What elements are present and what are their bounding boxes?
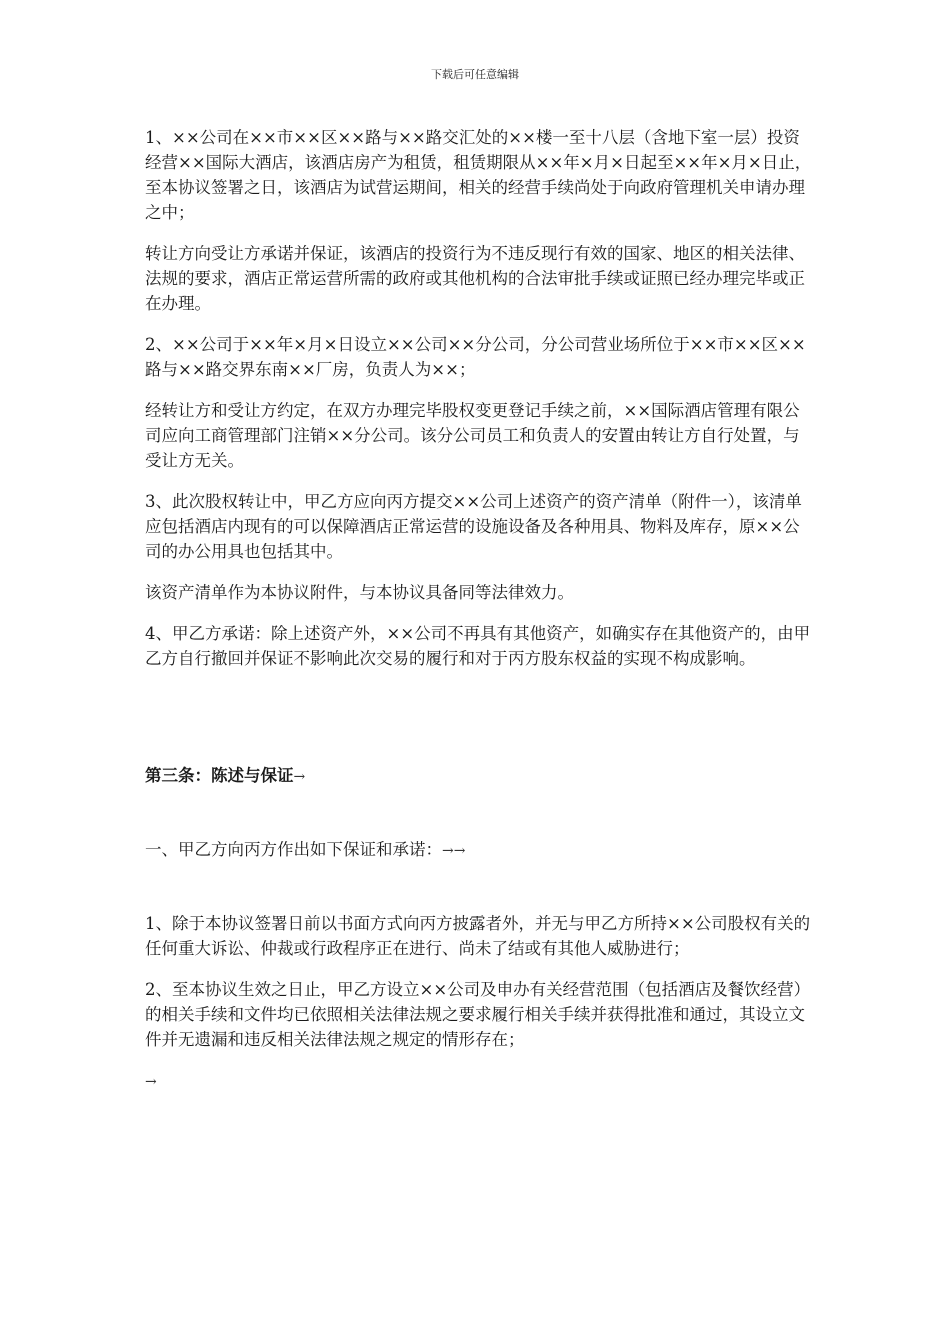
paragraph-3: 2、××公司于××年×月×日设立××公司××分公司，分公司营业场所位于××市××区××路与××路交界东南××厂房，负责人为××； bbox=[145, 335, 806, 379]
paragraph-6: 该资产清单作为本协议附件，与本协议具备同等法律效力。 bbox=[145, 583, 574, 602]
page-header: 下载后可任意编辑 bbox=[431, 68, 519, 81]
section-heading-text: 第三条：陈述与保证 bbox=[145, 766, 294, 785]
paragraph-4: 经转让方和受让方约定，在双方办理完毕股权变更登记手续之前，××国际酒店管理有限公司应向工商管理部门注销××分公司。该分公司员工和负责人的安置由转让方自行处置，与受让方无关。 bbox=[145, 401, 800, 470]
document-body bbox=[145, 125, 815, 1095]
paragraph-7: 4、甲乙方承诺：除上述资产外，××公司不再具有其他资产，如确实存在其他资产的，由甲乙方自行撤回并保证不影响此次交易的履行和对于丙方股东权益的实现不构成影响。 bbox=[145, 624, 811, 668]
paragraph-8-text: 一、甲乙方向丙方作出如下保证和承诺： bbox=[145, 840, 442, 859]
arrow-mark: → bbox=[293, 769, 306, 785]
paragraph-9: 1、除于本协议签署日前以书面方式向丙方披露者外，并无与甲乙方所持××公司股权有关的任何重大诉讼、仲裁或行政程序正在进行、尚未了结或有其他人威胁进行； bbox=[145, 914, 811, 958]
arrow-mark: → bbox=[145, 1074, 157, 1090]
paragraph-11 bbox=[145, 1068, 815, 1095]
paragraph-8 bbox=[145, 837, 815, 864]
paragraph-1: 1、××公司在××市××区××路与××路交汇处的××楼一至十八层（含地下室一层）投资经营××国际大酒店，该酒店房产为租赁，租赁期限从××年×月×日起至××年×月×日止，至本协议签署之日，该酒店为试营运期间，相关的经营手续尚处于向政府管理机关申请办理之中； bbox=[145, 128, 812, 222]
arrow-mark: →→ bbox=[442, 843, 466, 859]
paragraph-10: 2、至本协议生效之日止，甲乙方设立××公司及申办有关经营范围（包括酒店及餐饮经营）的相关手续和文件均已依照相关法律法规之要求履行相关手续并获得批准和通过，其设立文件并无遗漏和违反相关法律法规之规定的情形存在； bbox=[145, 980, 811, 1049]
paragraph-2: 转让方向受让方承诺并保证，该酒店的投资行为不违反现行有效的国家、地区的相关法律、法规的要求，酒店正常运营所需的政府或其他机构的合法审批手续或证照已经办理完毕或正在办理。 bbox=[145, 244, 805, 313]
paragraph-5: 3、此次股权转让中，甲乙方应向丙方提交××公司上述资产的资产清单（附件一），该清单应包括酒店内现有的可以保障酒店正常运营的设施设备及各种用具、物料及库存，原××公司的办公用具也包括其中。 bbox=[145, 492, 802, 561]
section-heading bbox=[145, 763, 815, 790]
